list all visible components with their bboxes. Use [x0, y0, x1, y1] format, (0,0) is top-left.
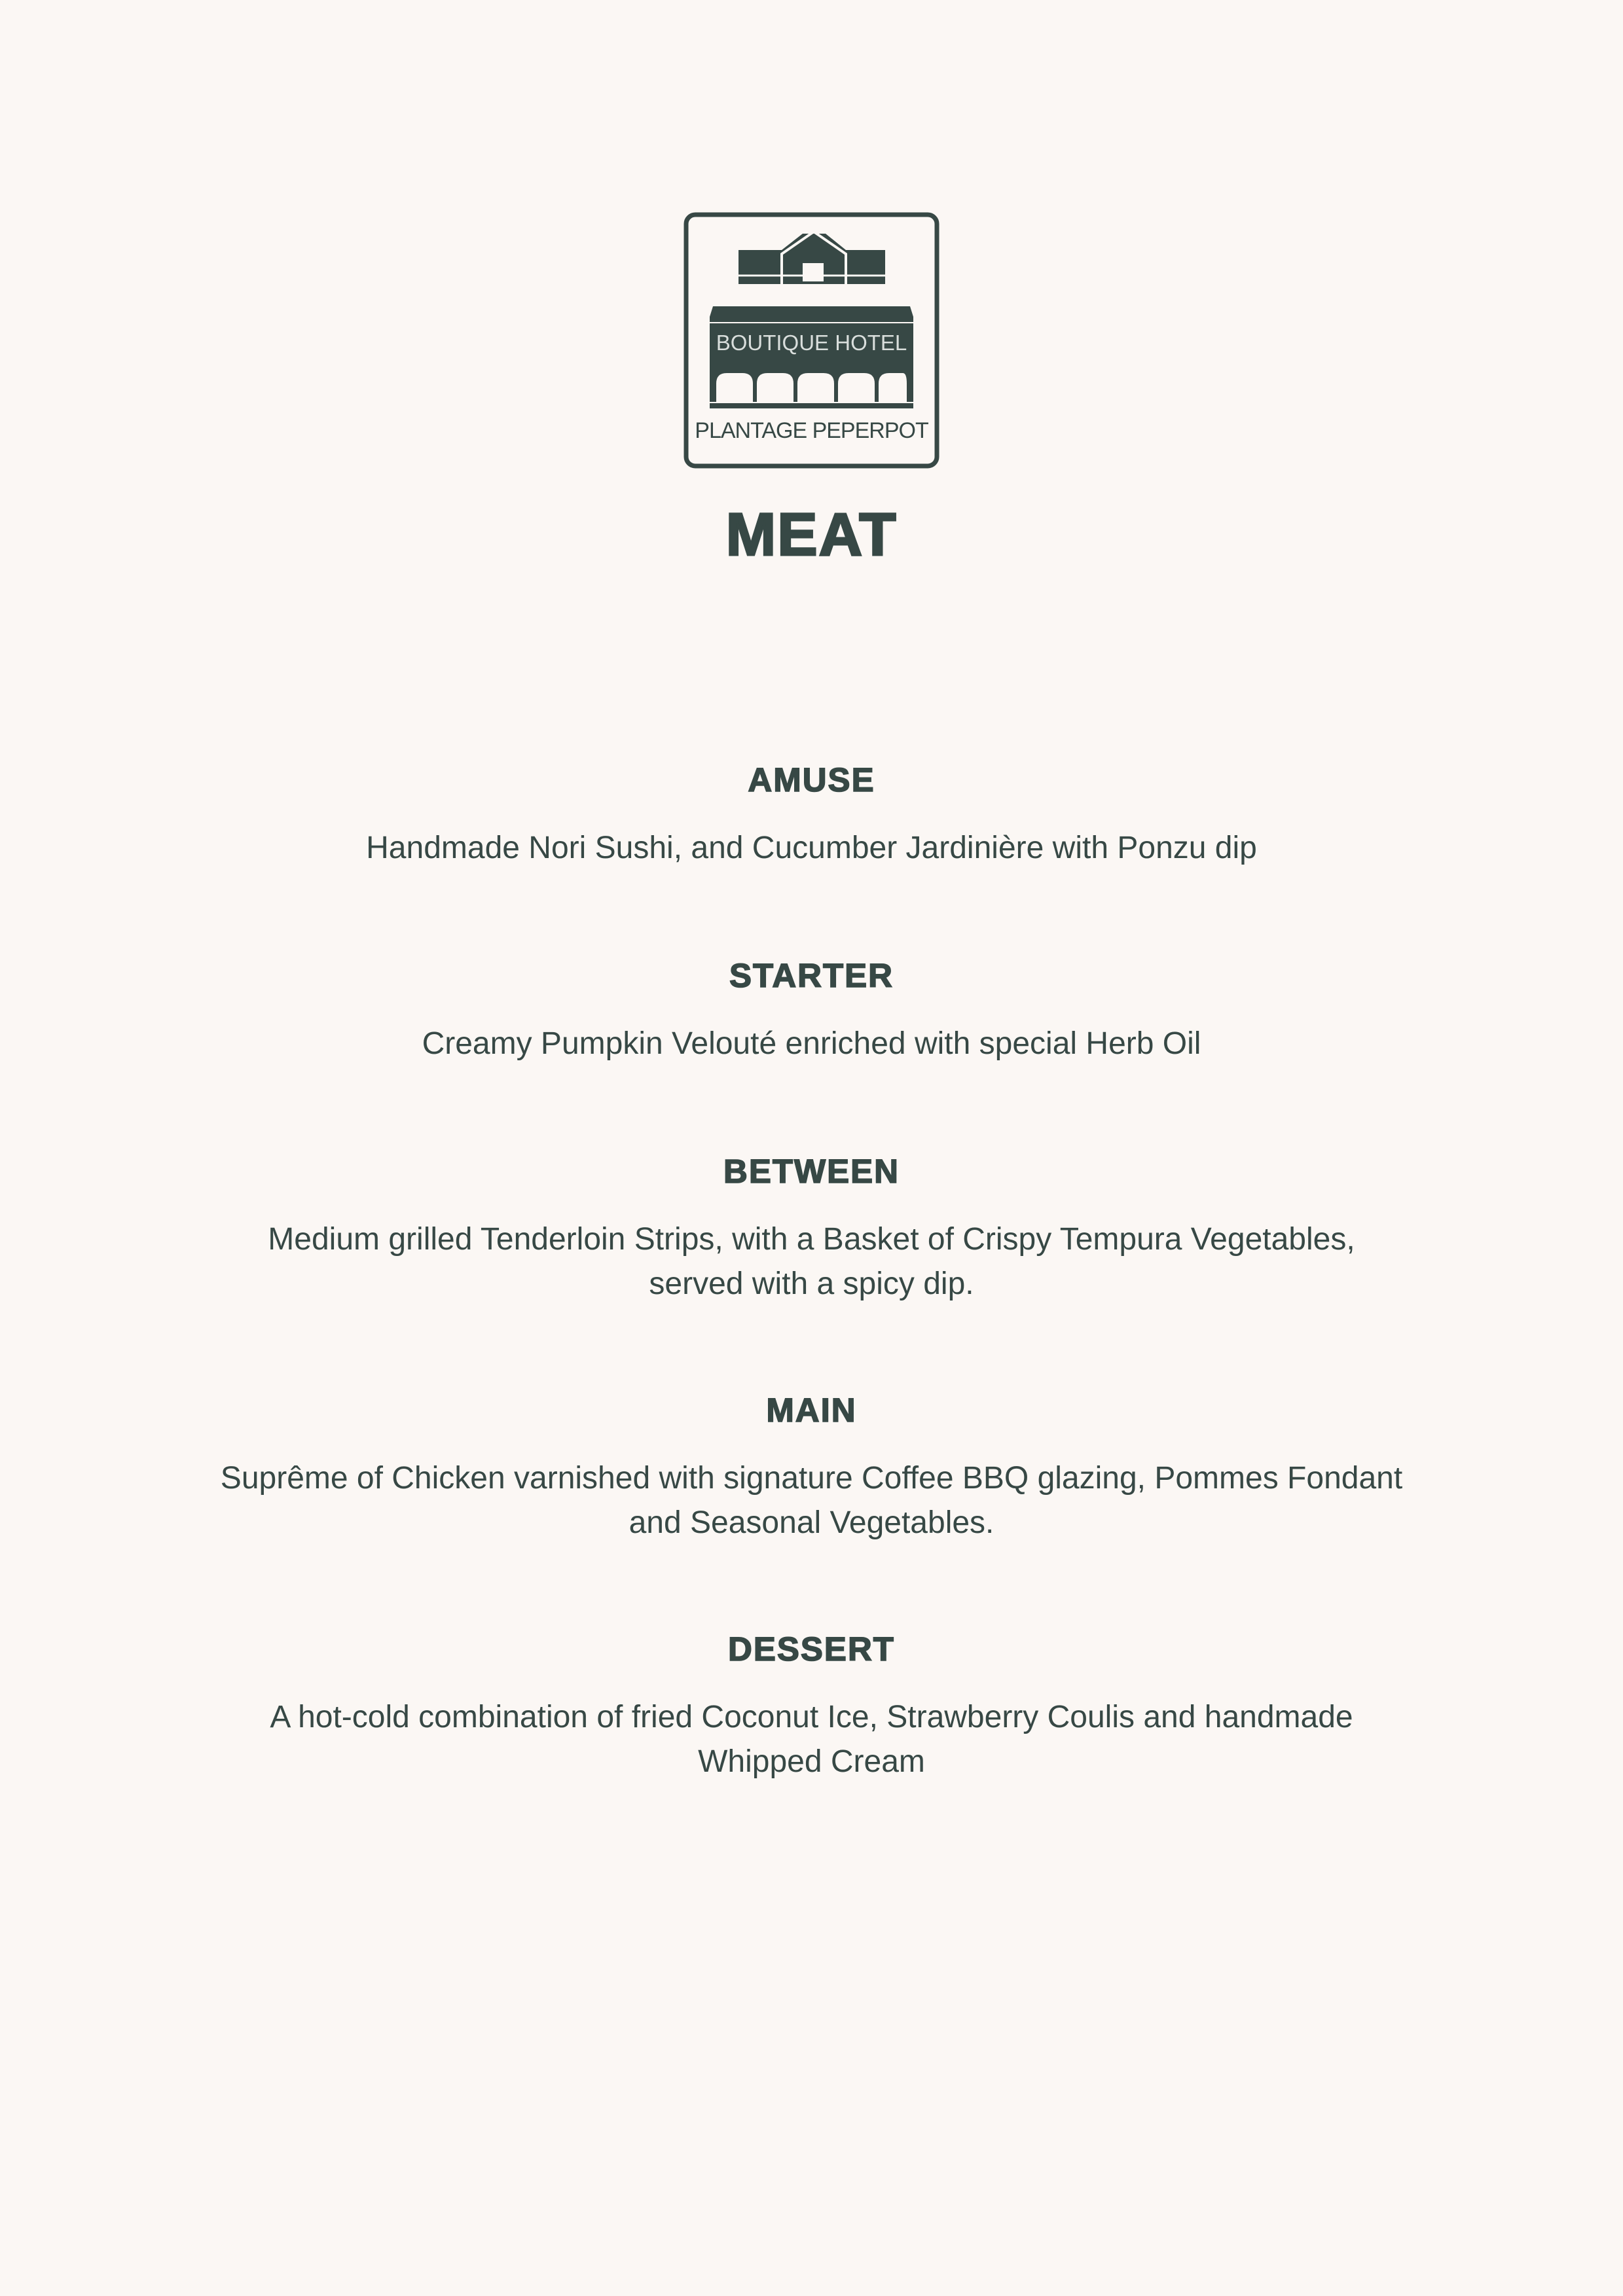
- course-description: [131, 1217, 1492, 1306]
- course-heading: AMUSE: [748, 761, 875, 798]
- course-dessert: [131, 1628, 1492, 1784]
- course-description-line: and Seasonal Vegetables.: [629, 1505, 994, 1540]
- menu-title: MEAT: [725, 501, 898, 568]
- course-description-line: served with a spicy dip.: [649, 1266, 974, 1301]
- course-description-line: Suprême of Chicken varnished with signature Coffee BBQ glazing, Pommes Fondant: [220, 1461, 1403, 1496]
- course-heading: BETWEEN: [723, 1153, 900, 1190]
- course-main: [131, 1390, 1492, 1545]
- course-heading: STARTER: [729, 957, 894, 994]
- logo-line-2: PLANTAGE PEPERPOT: [695, 418, 928, 443]
- course-description: [131, 1456, 1492, 1545]
- course-description: [131, 826, 1492, 870]
- course-description: [131, 1695, 1492, 1784]
- course-description-line: Handmade Nori Sushi, and Cucumber Jardinière with Ponzu dip: [366, 831, 1257, 865]
- course-starter: [131, 955, 1492, 1066]
- course-description-line: A hot-cold combination of fried Coconut Ice, Strawberry Coulis and handmade: [270, 1700, 1353, 1734]
- course-between: [131, 1151, 1492, 1306]
- course-heading: DESSERT: [728, 1630, 895, 1668]
- hotel-logo-graphic: [684, 212, 939, 469]
- course-description-line: Medium grilled Tenderloin Strips, with a Basket of Crispy Tempura Vegetables,: [268, 1222, 1355, 1257]
- course-amuse: [131, 759, 1492, 870]
- course-heading: MAIN: [766, 1391, 857, 1429]
- course-description: [131, 1022, 1492, 1066]
- course-description-line: Whipped Cream: [698, 1744, 925, 1779]
- course-description-line: Creamy Pumpkin Velouté enriched with special Herb Oil: [422, 1026, 1201, 1061]
- logo-line-1: BOUTIQUE HOTEL: [716, 331, 907, 355]
- hotel-logo: [684, 212, 939, 469]
